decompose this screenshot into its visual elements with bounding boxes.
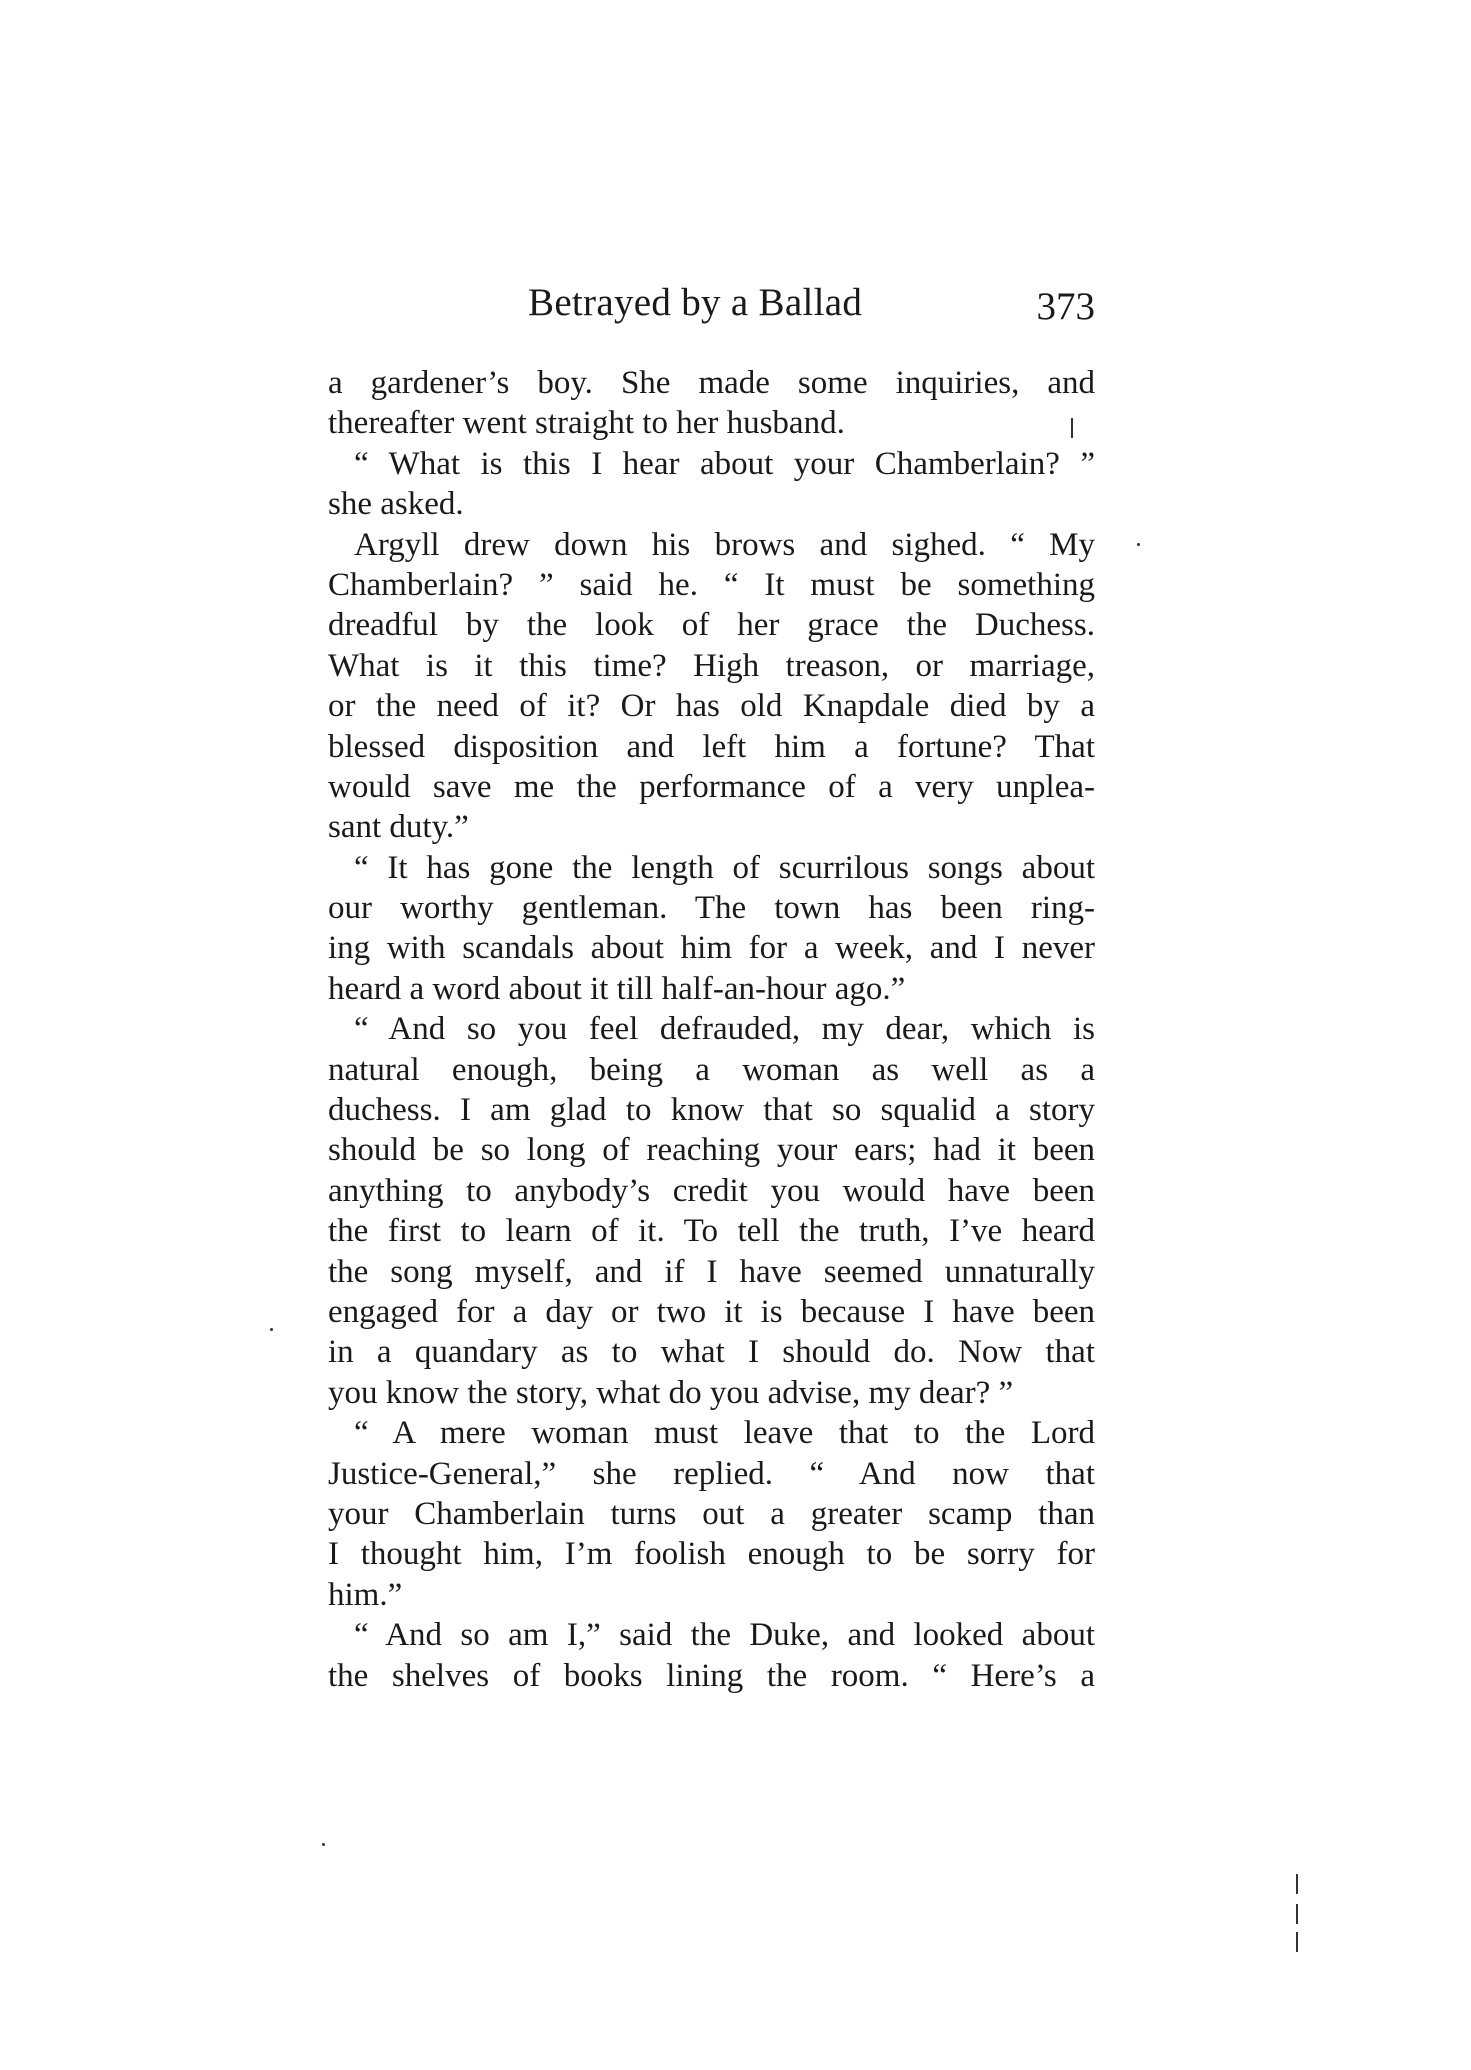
text-line: I thought him, I’m foolish enough to be sorry for xyxy=(328,1536,1095,1573)
text-line: “ What is this I hear about your Chamberlain? ” xyxy=(354,445,1095,482)
text-line: dreadful by the look of her grace the Duchess. xyxy=(328,607,1095,644)
text-line: “ And so you feel defrauded, my dear, which is xyxy=(354,1011,1095,1048)
text-line: duchess. I am glad to know that so squalid a story xyxy=(328,1092,1095,1129)
scan-speck xyxy=(270,1328,273,1331)
scan-speck xyxy=(322,1843,325,1846)
text-line: sant duty.” xyxy=(328,809,469,846)
text-line: your Chamberlain turns out a greater scamp than xyxy=(328,1495,1095,1532)
text-line: would save me the performance of a very unplea- xyxy=(328,768,1095,805)
text-line: What is it this time? High treason, or marriage, xyxy=(328,647,1095,684)
scan-speck xyxy=(1296,1932,1298,1952)
text-line: anything to anybody’s credit you would have been xyxy=(328,1172,1095,1209)
text-line: she asked. xyxy=(328,486,464,523)
running-title: Betrayed by a Ballad xyxy=(528,281,863,324)
text-line: our worthy gentleman. The town has been ring- xyxy=(328,890,1095,927)
running-head xyxy=(328,280,1095,340)
page-number: 373 xyxy=(1036,285,1095,328)
scan-speck xyxy=(1137,543,1140,546)
text-line: Argyll drew down his brows and sighed. “ My xyxy=(354,526,1095,563)
text-line: should be so long of reaching your ears; had it been xyxy=(328,1132,1095,1169)
text-line: a gardener’s boy. She made some inquiries, and xyxy=(328,365,1095,401)
text-line: him.” xyxy=(328,1576,403,1613)
text-line: or the need of it? Or has old Knapdale died by a xyxy=(328,688,1095,725)
text-line: Justice-General,” she replied. “ And now that xyxy=(328,1455,1095,1492)
scan-speck xyxy=(1071,418,1073,438)
text-line: “ It has gone the length of scurrilous songs about xyxy=(354,849,1095,886)
scan-speck xyxy=(1296,1874,1298,1894)
text-line: heard a word about it till half-an-hour ago.” xyxy=(328,970,906,1007)
text-line: natural enough, being a woman as well as a xyxy=(328,1051,1095,1088)
body-text xyxy=(328,363,1095,1696)
text-line: the first to learn of it. To tell the truth, I’ve heard xyxy=(328,1213,1095,1250)
text-line: “ And so am I,” said the Duke, and looked about xyxy=(354,1617,1095,1654)
text-line: Chamberlain? ” said he. “ It must be something xyxy=(328,566,1095,603)
text-line: you know the story, what do you advise, my dear? ” xyxy=(328,1374,1014,1411)
text-line: “ A mere woman must leave that to the Lord xyxy=(354,1415,1095,1452)
text-line: the song myself, and if I have seemed unnaturally xyxy=(328,1253,1095,1290)
text-line: ing with scandals about him for a week, and I never xyxy=(328,930,1095,967)
scan-speck xyxy=(1296,1904,1298,1924)
text-line: thereafter went straight to her husband. xyxy=(328,405,845,442)
text-line: blessed disposition and left him a fortune? That xyxy=(328,728,1095,765)
text-line: the shelves of books lining the room. “ Here’s a xyxy=(328,1657,1095,1694)
text-line: engaged for a day or two it is because I have been xyxy=(328,1293,1095,1330)
text-line: in a quandary as to what I should do. Now that xyxy=(328,1334,1095,1371)
